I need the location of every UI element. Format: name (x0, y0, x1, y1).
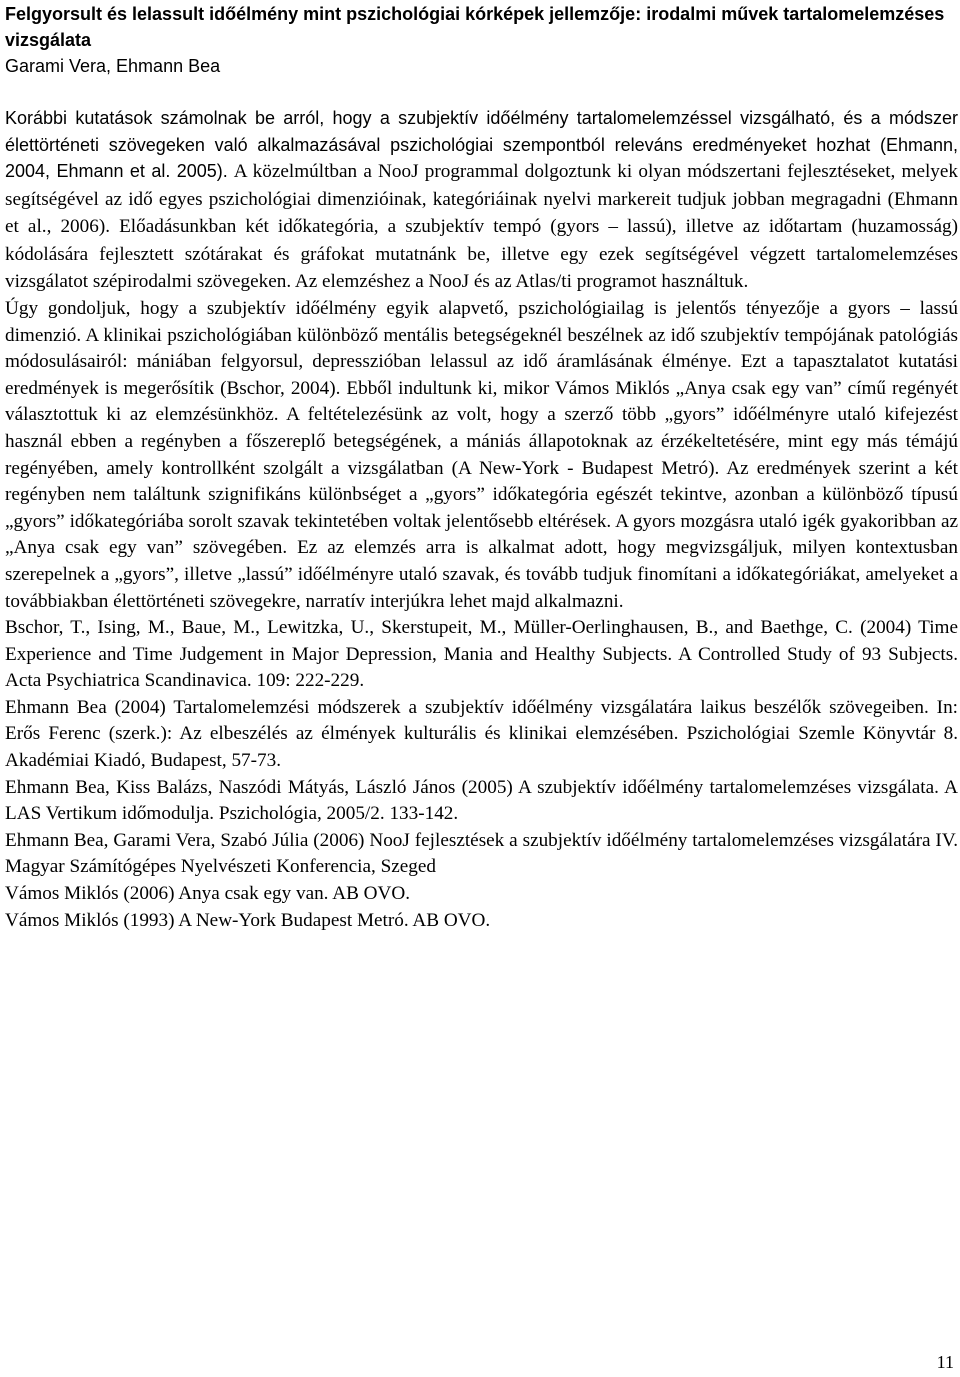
document-page (5, 0, 958, 934)
reference-item: Ehmann Bea, Kiss Balázs, Naszódi Mátyás, László János (2005) A szubjektív időélmény tartalomelemzéses vizsgálata. A LAS Vertikum időmodulja. Pszichológia, 2005/2. 133-142. (5, 776, 958, 825)
reference-item: Bschor, T., Ising, M., Baue, M., Lewitzka, U., Skerstupeit, M., Müller-Oerlinghausen, B., and Baethge, C. (2004) Time Experience and Time Judgement in Major Depression, Mania and Healthy Subjects. A Controlled Study of 93 Subjects. Acta Psychiatrica Scandinavica. 109: 222-229. (5, 617, 958, 692)
paper-title: Felgyorsult és lelassult időélmény mint pszichológiai kórképek jellemzője: irodalmi művek tartalomelemzéses vizsgálata (5, 4, 945, 50)
page-number: 11 (936, 1352, 954, 1372)
reference-item: Ehmann Bea, Garami Vera, Szabó Júlia (2006) NooJ fejlesztések a szubjektív időélmény tartalomelemzéses vizsgálatára IV. Magyar Számítógépes Nyelvészeti Konferencia, Szeged (5, 829, 958, 878)
reference-item: Ehmann Bea (2004) Tartalomelemzési módszerek a szubjektív időélmény vizsgálatára laikus beszélők szövegeiben. In: Erős Ferenc (szerk.): Az elbeszélés az élmények kulturális és klinikai elemzésében. Pszichológiai Szemle Könyvtár 8. Akadémiai Kiadó, Budapest, 57-73. (5, 696, 958, 772)
paper-authors: Garami Vera, Ehmann Bea (5, 56, 221, 76)
spacer (5, 79, 958, 105)
abstract-paragraph (5, 105, 958, 296)
abstract-intro-text: Korábbi kutatások számolnak be arról, hogy a szubjektív időélmény tartalomelemzéssel vizsgálható, és a módszer élettörténeti szövegeken való alkalmazásával pszichológiai szempontból releváns eredményeket hozhat (Ehmann, 2004, Ehmann et al. 2005). (5, 108, 958, 181)
reference-item: Vámos Miklós (2006) Anya csak egy van. AB OVO. (5, 883, 411, 905)
reference-item: Vámos Miklós (1993) A New-York Budapest Metró. AB OVO. (5, 909, 491, 931)
main-paragraph: Úgy gondoljuk, hogy a szubjektív időélmény egyik alapvető, pszichológiailag is jelentős tényezője a gyors – lassú dimenzió. A klinikai pszichológiában különböző mentális betegségeknél beszélnek az idő szubjektív tempójának patológiás módosulásairól: mániában felgyorsul, depresszióban lelassul az idő áramlásának élménye. Ezt a tapasztalatot kutatási eredmények is megerősítik (Bschor, 2004). Ebből indultunk ki, mikor Vámos Miklós „Anya csak egy van” című regényét választottuk ki az elemzésünkhöz. A feltételezésünk az volt, hogy a szerző több „gyors” időélményre utaló kifejezést használ ebben a regényben a főszereplő betegségének, a mániás állapotoknak az érzékeltetésére, mint egy más témájú regényében, amely kontrollként szolgált a vizsgálatban (A New-York - Budapest Metró). Az eredmények szerint a két regényben nem találtunk szignifikáns különbséget a „gyors” időkategória egészét tekintve, azonban a különböző típusú „gyors” időkategóriába sorolt szavak tekintetében voltak jelentősebb eltérések. A gyors mozgásra utaló igék gyakoribban az „Anya csak egy van” szövegében. Ez az elemzés arra is alkalmat adott, hogy megvizsgáljuk, milyen kontextusban szerepelnek a „gyors”, illetve „lassú” időélményre utaló szavak, és tovább tudjuk finomítani a időkategóriákat, amelyeket a továbbiakban élettörténeti szövegekre, narratív interjúkra lehet majd alkalmazni. (5, 297, 958, 612)
reference-list (5, 615, 958, 934)
abstract-nooj-text: A közelmúltban a NooJ programmal dolgoztunk ki olyan módszertani fejlesztéseket, melyek segítségével az idő egyes pszichológiai dimenzióinak, kategóriáinak nyelvi markereit tudjuk jobban megragadni (Ehmann et al., 2006). Előadásunkban két időkategória, a szubjektív tempó (gyors – lassú), illetve az időtartam (huzamosság) kódolására fejlesztett szótárakat és gráfokat mutatnánk be, illetve egy ezek segítségével végzett tartalomelemzéses vizsgálatot szépirodalmi szövegeken. Az elemzéshez a NooJ és az Atlas/ti programot használtuk. (5, 161, 959, 293)
